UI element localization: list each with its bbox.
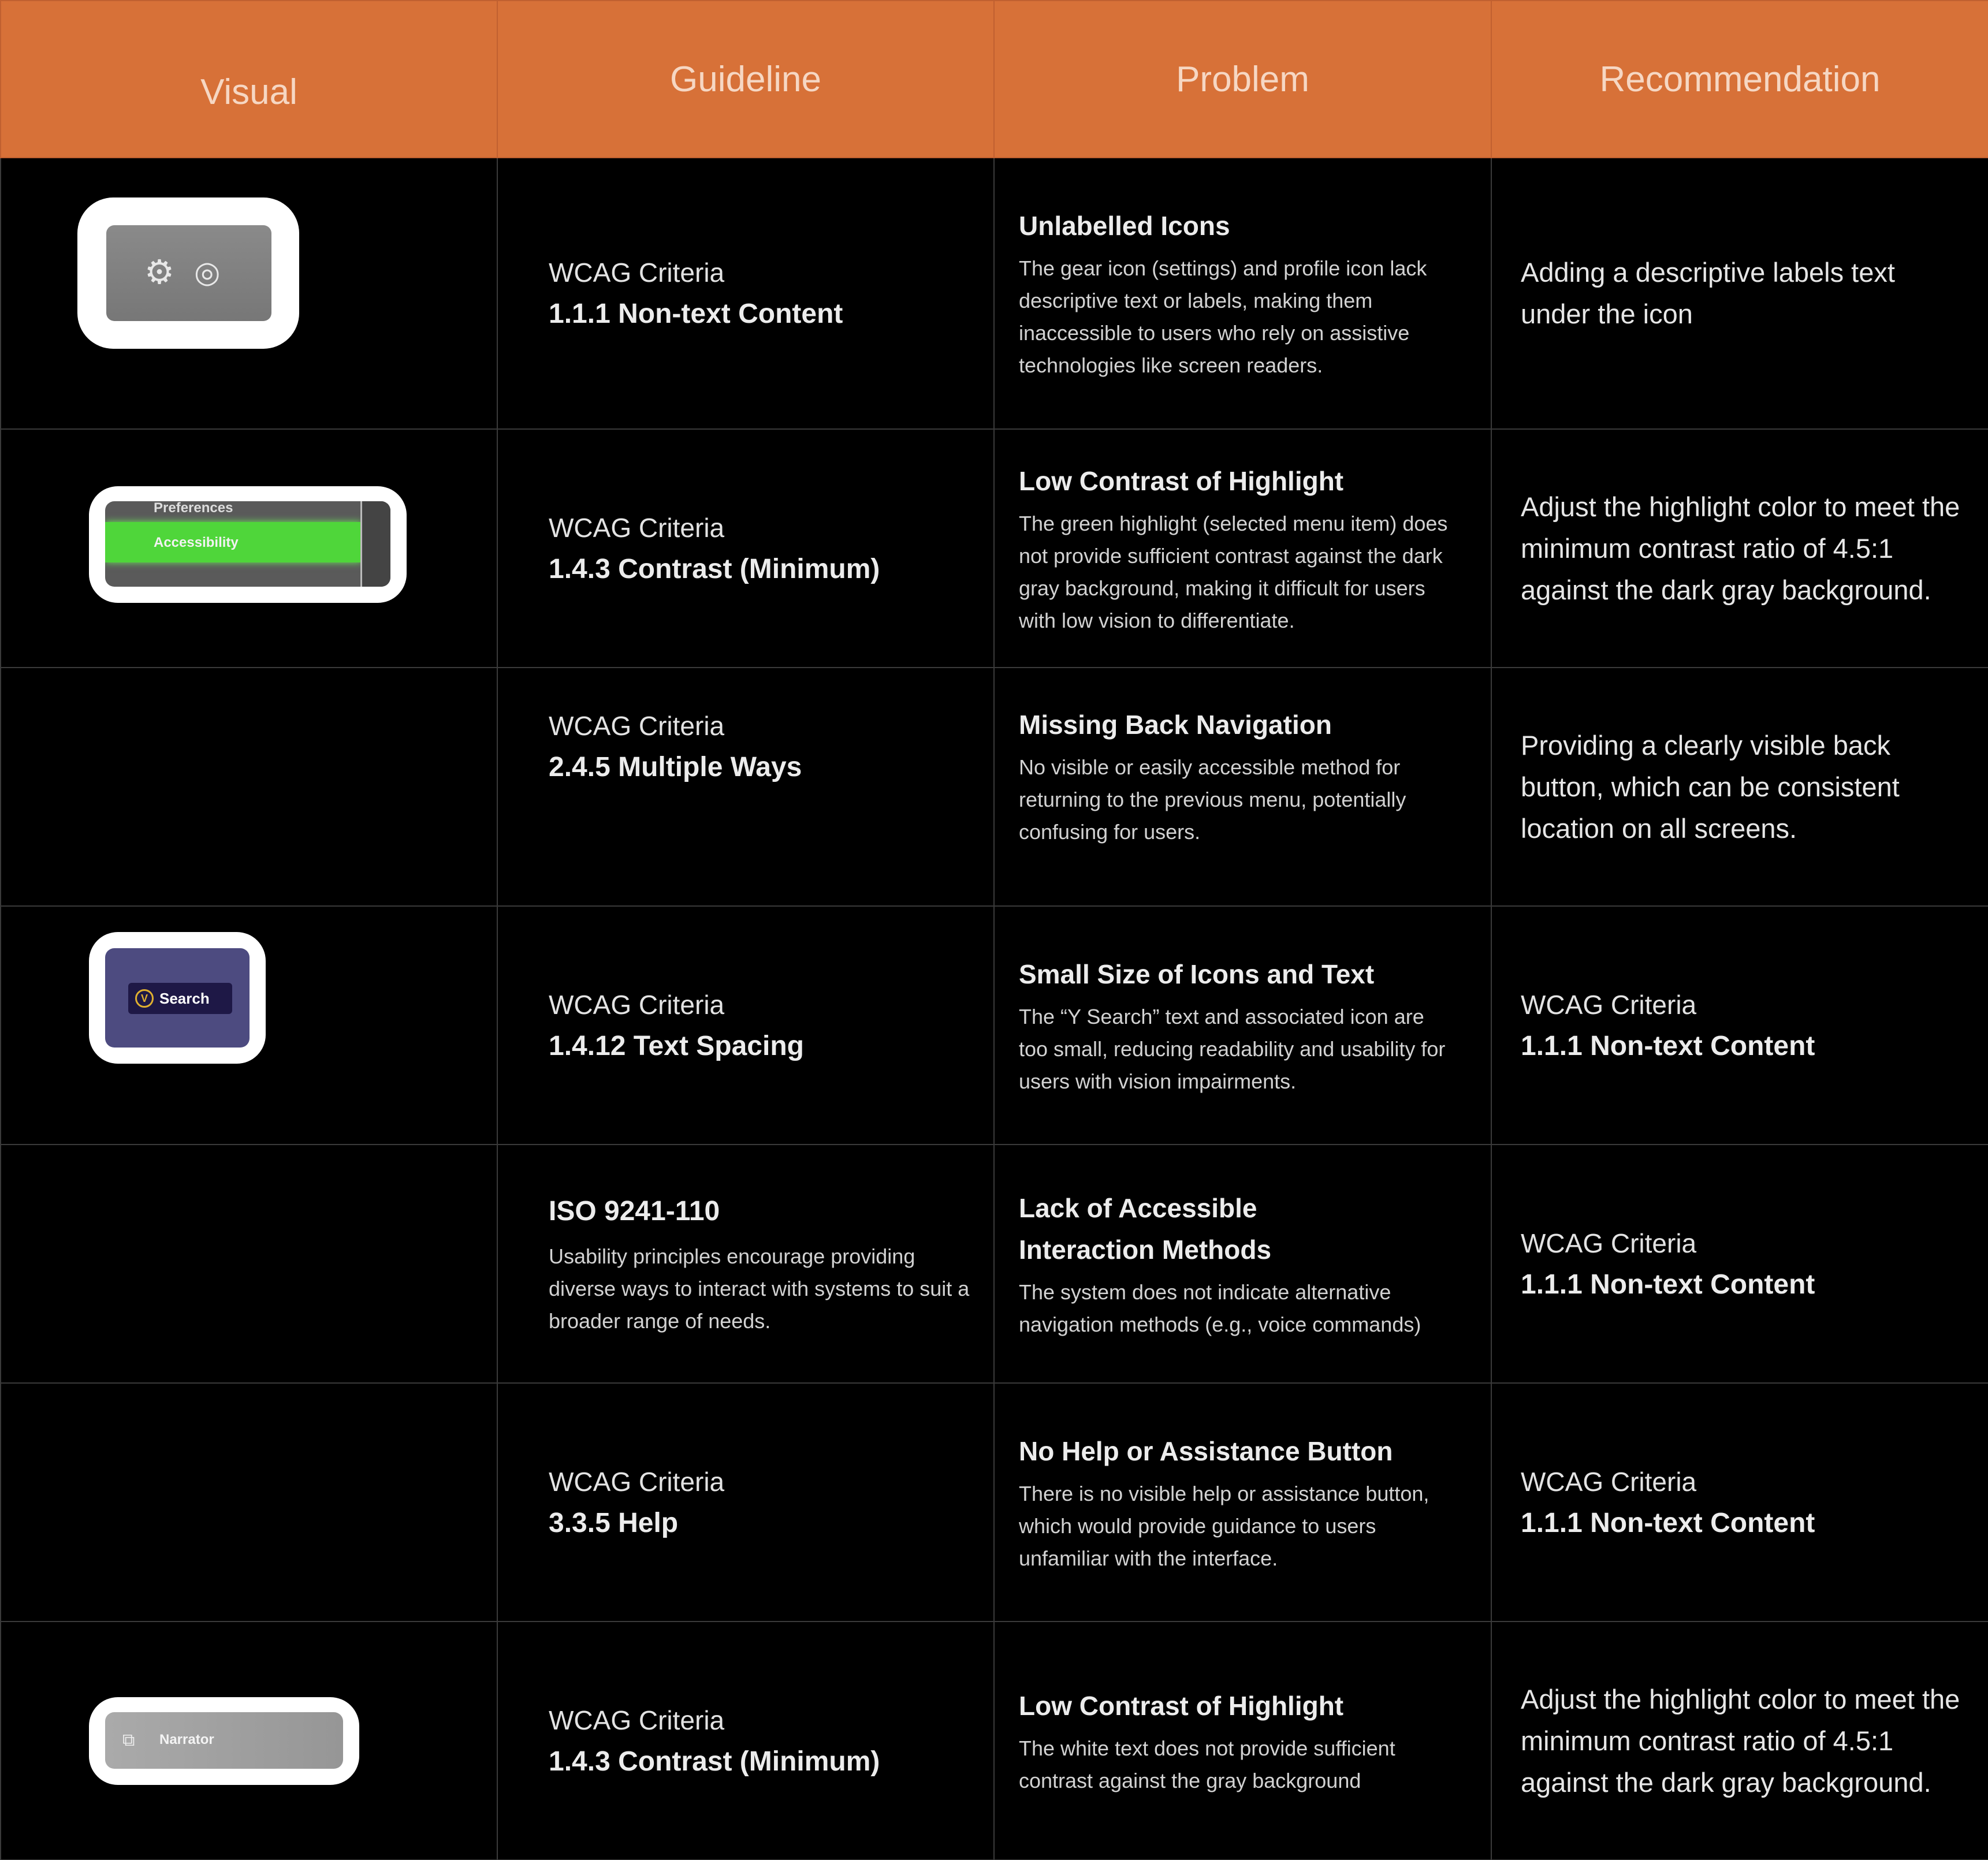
recommendation-text: Adjust the highlight color to meet the minimum contrast ratio of 4.5:1 against the dark gray background. <box>1521 491 1960 605</box>
recommendation-source: WCAG Criteria <box>1521 989 1697 1020</box>
problem-description: No visible or easily accessible method for returning to the previous menu, potentially confusing for users. <box>1019 755 1406 844</box>
menu-item-preferences: Preferences <box>154 501 233 516</box>
header-row <box>1 1 1988 158</box>
problem-cell <box>994 668 1491 906</box>
recommendation-criterion: 1.1.1 Non-text Content <box>1521 1507 1815 1538</box>
table-row <box>1 1145 1988 1383</box>
menu-scrollbar <box>360 501 390 587</box>
guideline-cell <box>497 906 994 1145</box>
problem-description: The “Y Search” text and associated icon are too small, reducing readability and usability for users with vision impairments. <box>1019 1004 1446 1093</box>
recommendation-source: WCAG Criteria <box>1521 1228 1697 1258</box>
recommendation-cell <box>1491 1383 1988 1622</box>
table-row <box>1 1383 1988 1622</box>
menu-item-accessibility: Accessibility <box>154 535 239 550</box>
thumbnail-accessibility-menu <box>89 486 407 603</box>
table-row <box>1 1622 1988 1860</box>
guideline-cell <box>497 429 994 668</box>
narrator-label: Narrator <box>159 1732 214 1747</box>
thumbnail-screen <box>105 1712 343 1769</box>
problem-title: Missing Back Navigation <box>1019 710 1332 740</box>
problem-description: The gear icon (settings) and profile icon lack descriptive text or labels, making them inaccessible to users who rely on assistive technologies like screen readers. <box>1019 256 1427 377</box>
problem-cell <box>994 1145 1491 1383</box>
guideline-criterion: 1.4.12 Text Spacing <box>549 1030 804 1061</box>
table-row <box>1 158 1988 429</box>
recommendation-cell <box>1491 1145 1988 1383</box>
header-guideline: Guideline <box>497 1 994 158</box>
guideline-criterion: 1.4.3 Contrast (Minimum) <box>549 553 880 584</box>
problem-title: Small Size of Icons and Text <box>1019 959 1375 989</box>
table-row <box>1 429 1988 668</box>
recommendation-criterion: 1.1.1 Non-text Content <box>1521 1269 1815 1300</box>
visual-cell <box>1 906 497 1145</box>
recommendation-cell <box>1491 668 1988 906</box>
recommendation-source: WCAG Criteria <box>1521 1466 1697 1497</box>
problem-title: Low Contrast of Highlight <box>1019 1690 1344 1721</box>
problem-title: Low Contrast of Highlight <box>1019 465 1344 496</box>
recommendation-cell <box>1491 158 1988 429</box>
recommendation-cell <box>1491 906 1988 1145</box>
problem-title: Lack of Accessible Interaction Methods <box>1019 1192 1272 1265</box>
problem-cell <box>994 1622 1491 1860</box>
guideline-criterion: 1.4.3 Contrast (Minimum) <box>549 1746 880 1777</box>
guideline-criterion: 2.4.5 Multiple Ways <box>549 752 802 782</box>
problem-description: The system does not indicate alternative navigation methods (e.g., voice commands) <box>1019 1280 1421 1336</box>
visual-cell <box>1 158 497 429</box>
problem-cell <box>994 906 1491 1145</box>
header-problem: Problem <box>994 1 1491 158</box>
recommendation-cell <box>1491 429 1988 668</box>
problem-title: Unlabelled Icons <box>1019 211 1230 241</box>
recommendation-text: Adding a descriptive labels text under the icon <box>1521 257 1895 329</box>
problem-description: The white text does not provide sufficient contrast against the gray background <box>1019 1736 1395 1792</box>
search-button-preview <box>128 983 232 1014</box>
recommendation-criterion: 1.1.1 Non-text Content <box>1521 1030 1815 1061</box>
guideline-cell <box>497 1145 994 1383</box>
recommendation-text: Providing a clearly visible back button, which can be consistent location on all screens. <box>1521 729 1900 844</box>
search-badge-icon: V <box>135 989 154 1008</box>
narrator-icon: ⧉ <box>122 1731 135 1750</box>
gear-icon: ⚙ <box>144 254 174 291</box>
visual-cell <box>1 1383 497 1622</box>
guideline-source: WCAG Criteria <box>549 711 725 741</box>
thumbnail-screen <box>106 225 271 321</box>
problem-cell <box>994 158 1491 429</box>
guideline-cell <box>497 158 994 429</box>
guideline-source: WCAG Criteria <box>549 1466 725 1497</box>
header-recommendation: Recommendation <box>1491 1 1988 158</box>
visual-cell <box>1 668 497 906</box>
guideline-source: WCAG Criteria <box>549 1705 725 1735</box>
visual-cell <box>1 429 497 668</box>
guideline-criterion: ISO 9241-110 <box>549 1195 720 1227</box>
guideline-cell <box>497 1622 994 1860</box>
thumbnail-gear-profile <box>77 197 299 349</box>
visual-cell <box>1 1145 497 1383</box>
recommendation-cell <box>1491 1622 1988 1860</box>
guideline-source: WCAG Criteria <box>549 258 725 288</box>
recommendation-text: Adjust the highlight color to meet the minimum contrast ratio of 4.5:1 against the dark gray background. <box>1521 1683 1960 1798</box>
thumbnail-screen <box>105 501 390 587</box>
table-row <box>1 906 1988 1145</box>
guideline-criterion: 1.1.1 Non-text Content <box>549 299 843 329</box>
table-row <box>1 668 1988 906</box>
guideline-cell <box>497 668 994 906</box>
guideline-criterion: 3.3.5 Help <box>549 1507 679 1538</box>
profile-icon: ◎ <box>194 256 221 289</box>
thumbnail-screen <box>105 948 250 1048</box>
visual-cell <box>1 1622 497 1860</box>
problem-description: The green highlight (selected menu item) does not provide sufficient contrast against the dark gray background, making it difficult for users with low vision to differentiate. <box>1019 511 1448 632</box>
problem-title: No Help or Assistance Button <box>1019 1436 1393 1466</box>
problem-cell <box>994 1383 1491 1622</box>
guideline-source: WCAG Criteria <box>549 989 725 1020</box>
thumbnail-search <box>89 932 266 1064</box>
guideline-description: Usability principles encourage providing diverse ways to interact with systems to suit a broader range of needs. <box>549 1244 970 1333</box>
search-label: Search <box>159 990 210 1007</box>
guideline-source: WCAG Criteria <box>549 512 725 543</box>
thumbnail-narrator <box>89 1697 359 1785</box>
problem-description: There is no visible help or assistance button, which would provide guidance to users unfamiliar with the interface. <box>1019 1481 1429 1570</box>
header-visual: Visual <box>1 1 497 158</box>
problem-cell <box>994 429 1491 668</box>
guideline-cell <box>497 1383 994 1622</box>
